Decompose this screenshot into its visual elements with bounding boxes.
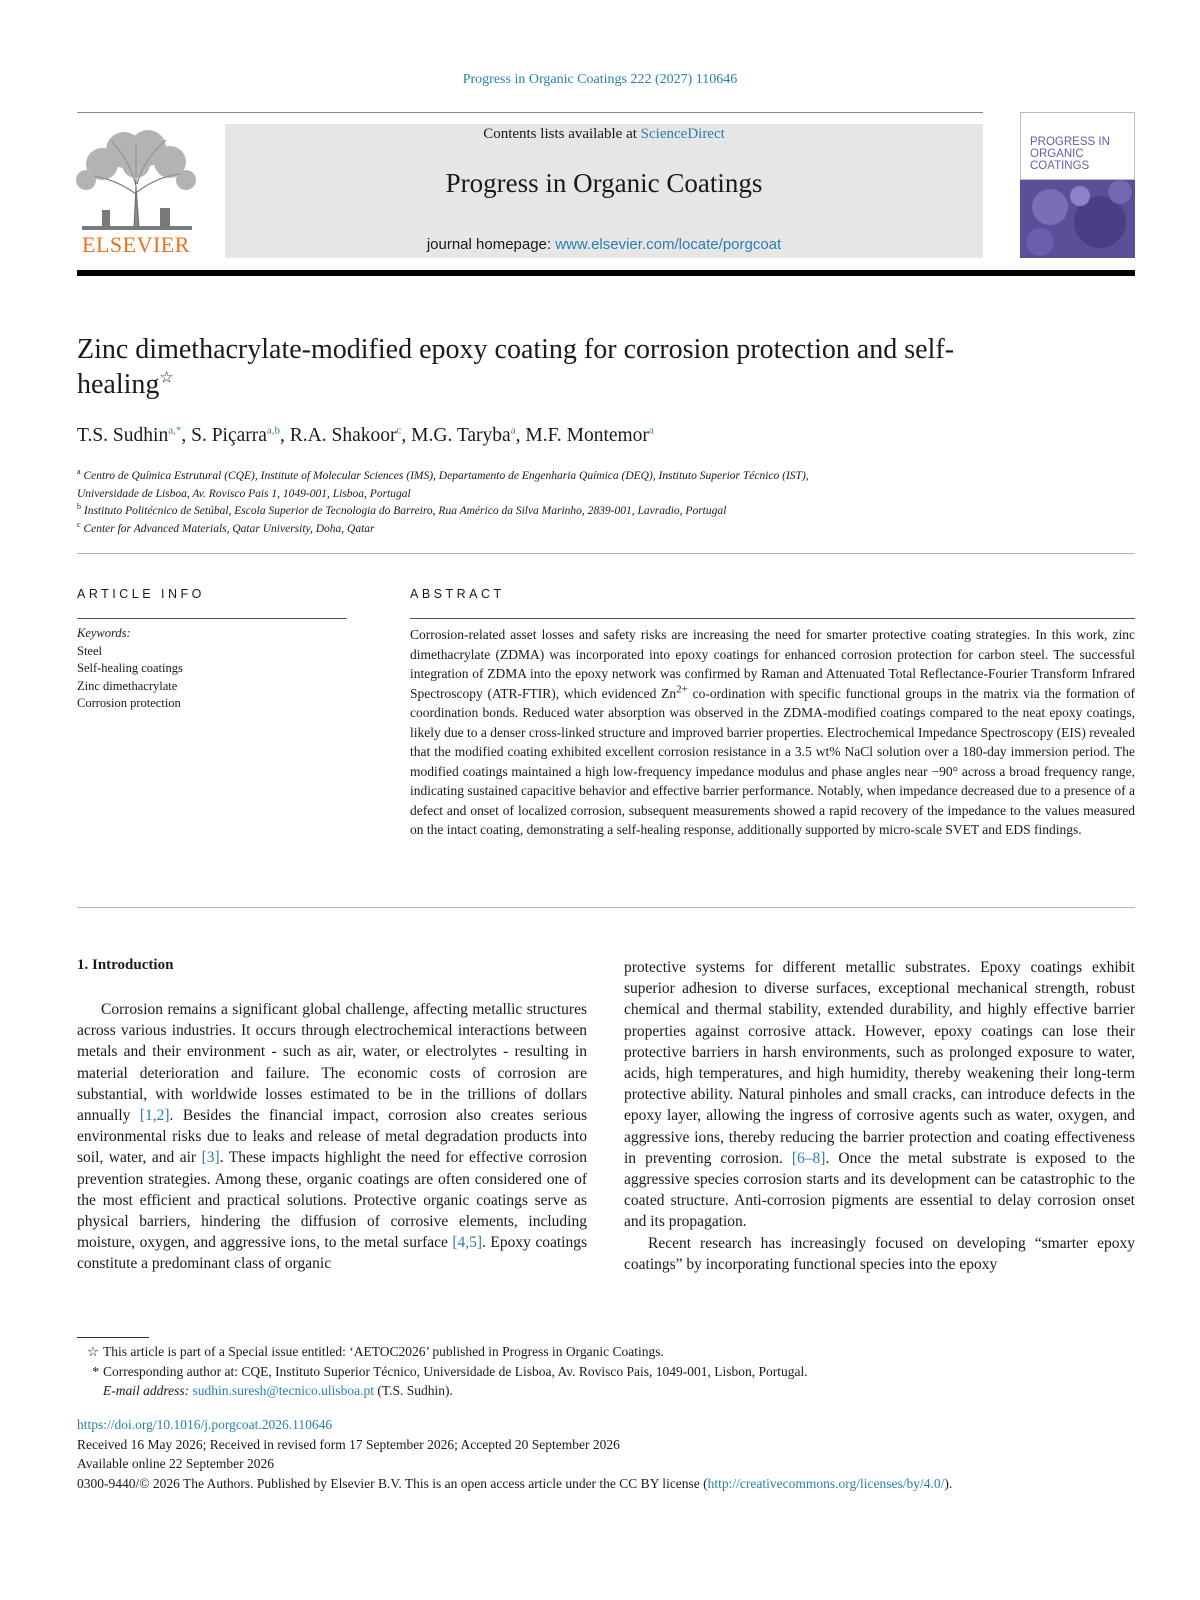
- affiliation: [77, 521, 1135, 539]
- journal-banner: [225, 124, 983, 258]
- keyword[interactable]: Zinc dimethacrylate: [77, 678, 178, 693]
- keywords-label: Keywords:: [77, 626, 131, 640]
- text-run: . Once the metal substrate is exposed to the aggressive species corrosion starts and its development can be catastrophic to the coated structure. Anti-corrosion pigments are essential to delay corrosion onset and its propagation.: [624, 1149, 1135, 1231]
- publisher-name: ELSEVIER: [82, 232, 190, 257]
- author-list: T.S. Sudhin$^{a,*}$, S. Piçarra$^{a,b}$, R.A. Shakoor$^c$, M.G. Taryba$^a$, M.F. Montemor$^a$: [77, 424, 654, 446]
- paragraph: [77, 999, 587, 1275]
- affiliation-text: Centro de Química Estrutural (CQE), Institute of Molecular Sciences (IMS), Departamento de Engenharia Química (DEQ), Instituto Superior Técnico (IST),: [83, 470, 809, 482]
- affiliation: [77, 468, 1135, 486]
- zn-charge: 2+: [676, 683, 688, 695]
- header-thick-rule: [77, 270, 1135, 276]
- affiliation-mark: b: [77, 502, 81, 512]
- footnote-email: [77, 1381, 1135, 1401]
- elsevier-logo[interactable]: [72, 124, 200, 258]
- footnote-special-issue: [77, 1342, 1135, 1362]
- journal-title[interactable]: Progress in Organic Coatings: [445, 168, 763, 198]
- affiliation-text: Center for Advanced Materials, Qatar University, Doha, Qatar: [83, 522, 375, 535]
- affiliation-mark: c: [77, 519, 81, 529]
- footnote-corresponding: [77, 1362, 1135, 1382]
- affiliation-text: Instituto Politécnico de Setúbal, Escola Superior de Tecnologia do Barreiro, Rua Américo da Silva Marinho, 2839-001, Lavradio, Portugal: [83, 505, 727, 517]
- author: T.S. Sudhin: [77, 425, 169, 446]
- license-prefix: 0300-9440/© 2026 The Authors. Published by Elsevier B.V. This is an open access article under the CC BY license (: [77, 1475, 708, 1491]
- license-suffix: ).: [944, 1475, 953, 1491]
- email-link[interactable]: sudhin.suresh@tecnico.ulisboa.pt: [192, 1383, 375, 1398]
- abstract-rule: [410, 618, 1135, 619]
- article-info-rule: [77, 618, 347, 619]
- author-affil-mark[interactable]: c: [396, 424, 402, 437]
- text-run: . These impacts highlight the need for effective corrosion prevention strategies. Among these, organic coatings are often considered one of the most efficient and practical solutions. Protective organic coatings serve as physical barriers, hindering the diffusion of corrosive elements, including moisture, oxygen, and aggressive ions, to the metal surface: [77, 1149, 587, 1252]
- available-online: Available online 22 September 2026: [77, 1456, 274, 1471]
- keywords-list: [77, 625, 183, 713]
- homepage-line: [225, 236, 983, 253]
- journal-cover[interactable]: [1020, 112, 1135, 258]
- homepage-prefix: journal homepage:: [426, 236, 556, 253]
- body-column-left: [77, 999, 587, 1275]
- author-affil-mark[interactable]: a: [648, 424, 654, 437]
- text-run: Recent research has increasingly focused on developing “smarter epoxy coatings” by incorporating functional species into the epoxy: [624, 1234, 1135, 1273]
- affiliations: [77, 468, 1135, 538]
- text-run: . Besides the financial impact, corrosion also creates serious environmental risks due to leaks and release of metal degradation products into soil, water, and air: [77, 1107, 587, 1167]
- author-affil-mark[interactable]: a,*: [168, 424, 182, 437]
- title-star-icon[interactable]: ☆: [159, 369, 174, 387]
- text-run: . Epoxy coatings constitute a predominant class of organic: [77, 1234, 587, 1273]
- section-divider: [77, 553, 1135, 554]
- article-title: [77, 332, 977, 402]
- doi-link[interactable]: https://doi.org/10.1016/j.porgcoat.2026.110646: [77, 1417, 333, 1432]
- author: R.A. Shakoor: [289, 425, 397, 446]
- affiliation-text: Universidade de Lisboa, Av. Rovisco Pais 1, 1049-001, Lisboa, Portugal: [77, 487, 411, 500]
- publication-info: [77, 1415, 1147, 1493]
- article-info-heading: ARTICLE INFO: [77, 587, 205, 601]
- contents-prefix: Contents lists available at: [483, 126, 641, 142]
- text-run: protective systems for different metallic substrates. Epoxy coatings exhibit superior adhesion to diverse surfaces, exceptional mechanical strength, robust chemical and thermal stability, extended durability, and highly effective barrier properties against corrosive attack. However, epoxy coatings can lose their protective barriers in harsh environments, such as prolonged exposure to water, acids, high temperatures, and high humidity, thereby weakening their long-term protective ability. Natural pinholes and small cracks, can introduce defects in the epoxy layer, allowing the ingress of corrosive agents such as water, oxygen, and aggressive ions, thereby reducing the barrier protection and coating effectiveness in preventing corrosion.: [624, 959, 1135, 1167]
- section-divider: [77, 907, 1135, 908]
- body-column-right: [624, 957, 1135, 1275]
- footnote-text: Corresponding author at: CQE, Instituto Superior Técnico, Universidade de Lisboa, Av. Rovisco Pais, 1049-001, Lisbon, Portugal.: [103, 1363, 808, 1379]
- tree-icon: [72, 124, 200, 232]
- author: M.G. Taryba: [411, 425, 511, 446]
- author-affil-mark[interactable]: a,b: [266, 424, 281, 437]
- reference-link[interactable]: [3]: [201, 1149, 220, 1167]
- sciencedirect-link[interactable]: ScienceDirect: [640, 126, 725, 142]
- article-title-text: Zinc dimethacrylate-modified epoxy coating for corrosion protection and self-healing: [77, 334, 955, 400]
- footnote-text: This article is part of a Special issue entitled: ‘AETOC2026’ published in Progress in Organic Coatings.: [103, 1344, 664, 1359]
- reference-link[interactable]: [1,2]: [139, 1107, 170, 1125]
- header-divider: [77, 112, 983, 113]
- homepage-link[interactable]: www.elsevier.com/locate/porgcoat: [555, 236, 782, 253]
- abstract-text: [410, 625, 1135, 840]
- email-label: E-mail address:: [103, 1383, 190, 1398]
- cover-title: PROGRESS IN ORGANIC COATINGS: [1030, 136, 1110, 172]
- author: S. Piçarra: [191, 425, 267, 446]
- reference-link[interactable]: [6–8]: [791, 1149, 826, 1167]
- affiliation: [77, 486, 1135, 504]
- license-line: [77, 1474, 1147, 1494]
- footnotes: [77, 1342, 1135, 1401]
- reference-link[interactable]: [4,5]: [452, 1234, 483, 1252]
- keyword[interactable]: Self-healing coatings: [77, 661, 183, 675]
- keyword[interactable]: Steel: [77, 643, 102, 658]
- license-link[interactable]: http://creativecommons.org/licenses/by/4.0/: [707, 1475, 945, 1491]
- abstract-part: Corrosion-related asset losses and safety risks are increasing the need for smarter protective coating strategies. In this work, zinc dimethacrylate (ZDMA) was incorporated into epoxy coatings for enhanced corrosion protection for carbon steel. The successful integration of ZDMA into the epoxy network was confirmed by Raman and Attenuated Total Reflectance-Fourier Transform Infrared Spectroscopy (ATR-FTIR), which evidenced Zn: [410, 627, 1135, 701]
- keyword[interactable]: Corrosion protection: [77, 696, 181, 710]
- abstract-heading: ABSTRACT: [410, 587, 505, 601]
- received-dates: Received 16 May 2026; Received in revised form 17 September 2026; Accepted 20 September 2026: [77, 1436, 620, 1452]
- paragraph: [624, 957, 1135, 1233]
- contents-line: [225, 126, 983, 143]
- abstract-part: co-ordination with specific functional groups in the matrix via the formation of coordination bonds. Reduced water absorption was observed in the ZDMA-modified coatings compared to the neat epoxy coatings, likely due to a denser cross-linked structure and improved barrier properties. Electrochemical Impedance Spectroscopy (EIS) revealed that the modified coating exhibited excellent corrosion resistance in a 3.5 wt% NaCl solution over a 180-day immersion period. The modified coatings maintained a high low-frequency impedance modulus and phase angles near −90° across a broad frequency range, indicating sustained capacitive behavior and effective barrier performance. Notably, when impedance decreased due to a presence of a defect and onset of localized corrosion, subsequent measurements showed a rapid recovery of the impedance to the values measured on the intact coating, demonstrating a self-healing response, additionally supported by micro-scale SVET and EDS findings.: [410, 685, 1136, 837]
- author: M.F. Montemor: [525, 425, 649, 446]
- author-affil-mark[interactable]: a: [510, 424, 516, 437]
- text-run: Corrosion remains a significant global challenge, affecting metallic structures across various industries. It occurs through electrochemical interactions between metals and their environment - such as air, water, or electrolytes - resulting in material deterioration and failure. The economic costs of corrosion are substantial, with worldwide losses estimated to be in the trillions of dollars annually: [77, 1001, 587, 1125]
- paragraph: [624, 1233, 1135, 1275]
- footnote-rule: [77, 1337, 149, 1338]
- affiliation: [77, 503, 1135, 521]
- asterisk-icon: *: [92, 1363, 99, 1379]
- journal-citation[interactable]: Progress in Organic Coatings 222 (2027) 110646: [462, 72, 738, 87]
- email-suffix: (T.S. Sudhin).: [374, 1383, 453, 1398]
- star-icon: ☆: [86, 1344, 99, 1359]
- affiliation-mark: a: [77, 467, 81, 477]
- introduction-heading: 1. Introduction: [77, 957, 174, 973]
